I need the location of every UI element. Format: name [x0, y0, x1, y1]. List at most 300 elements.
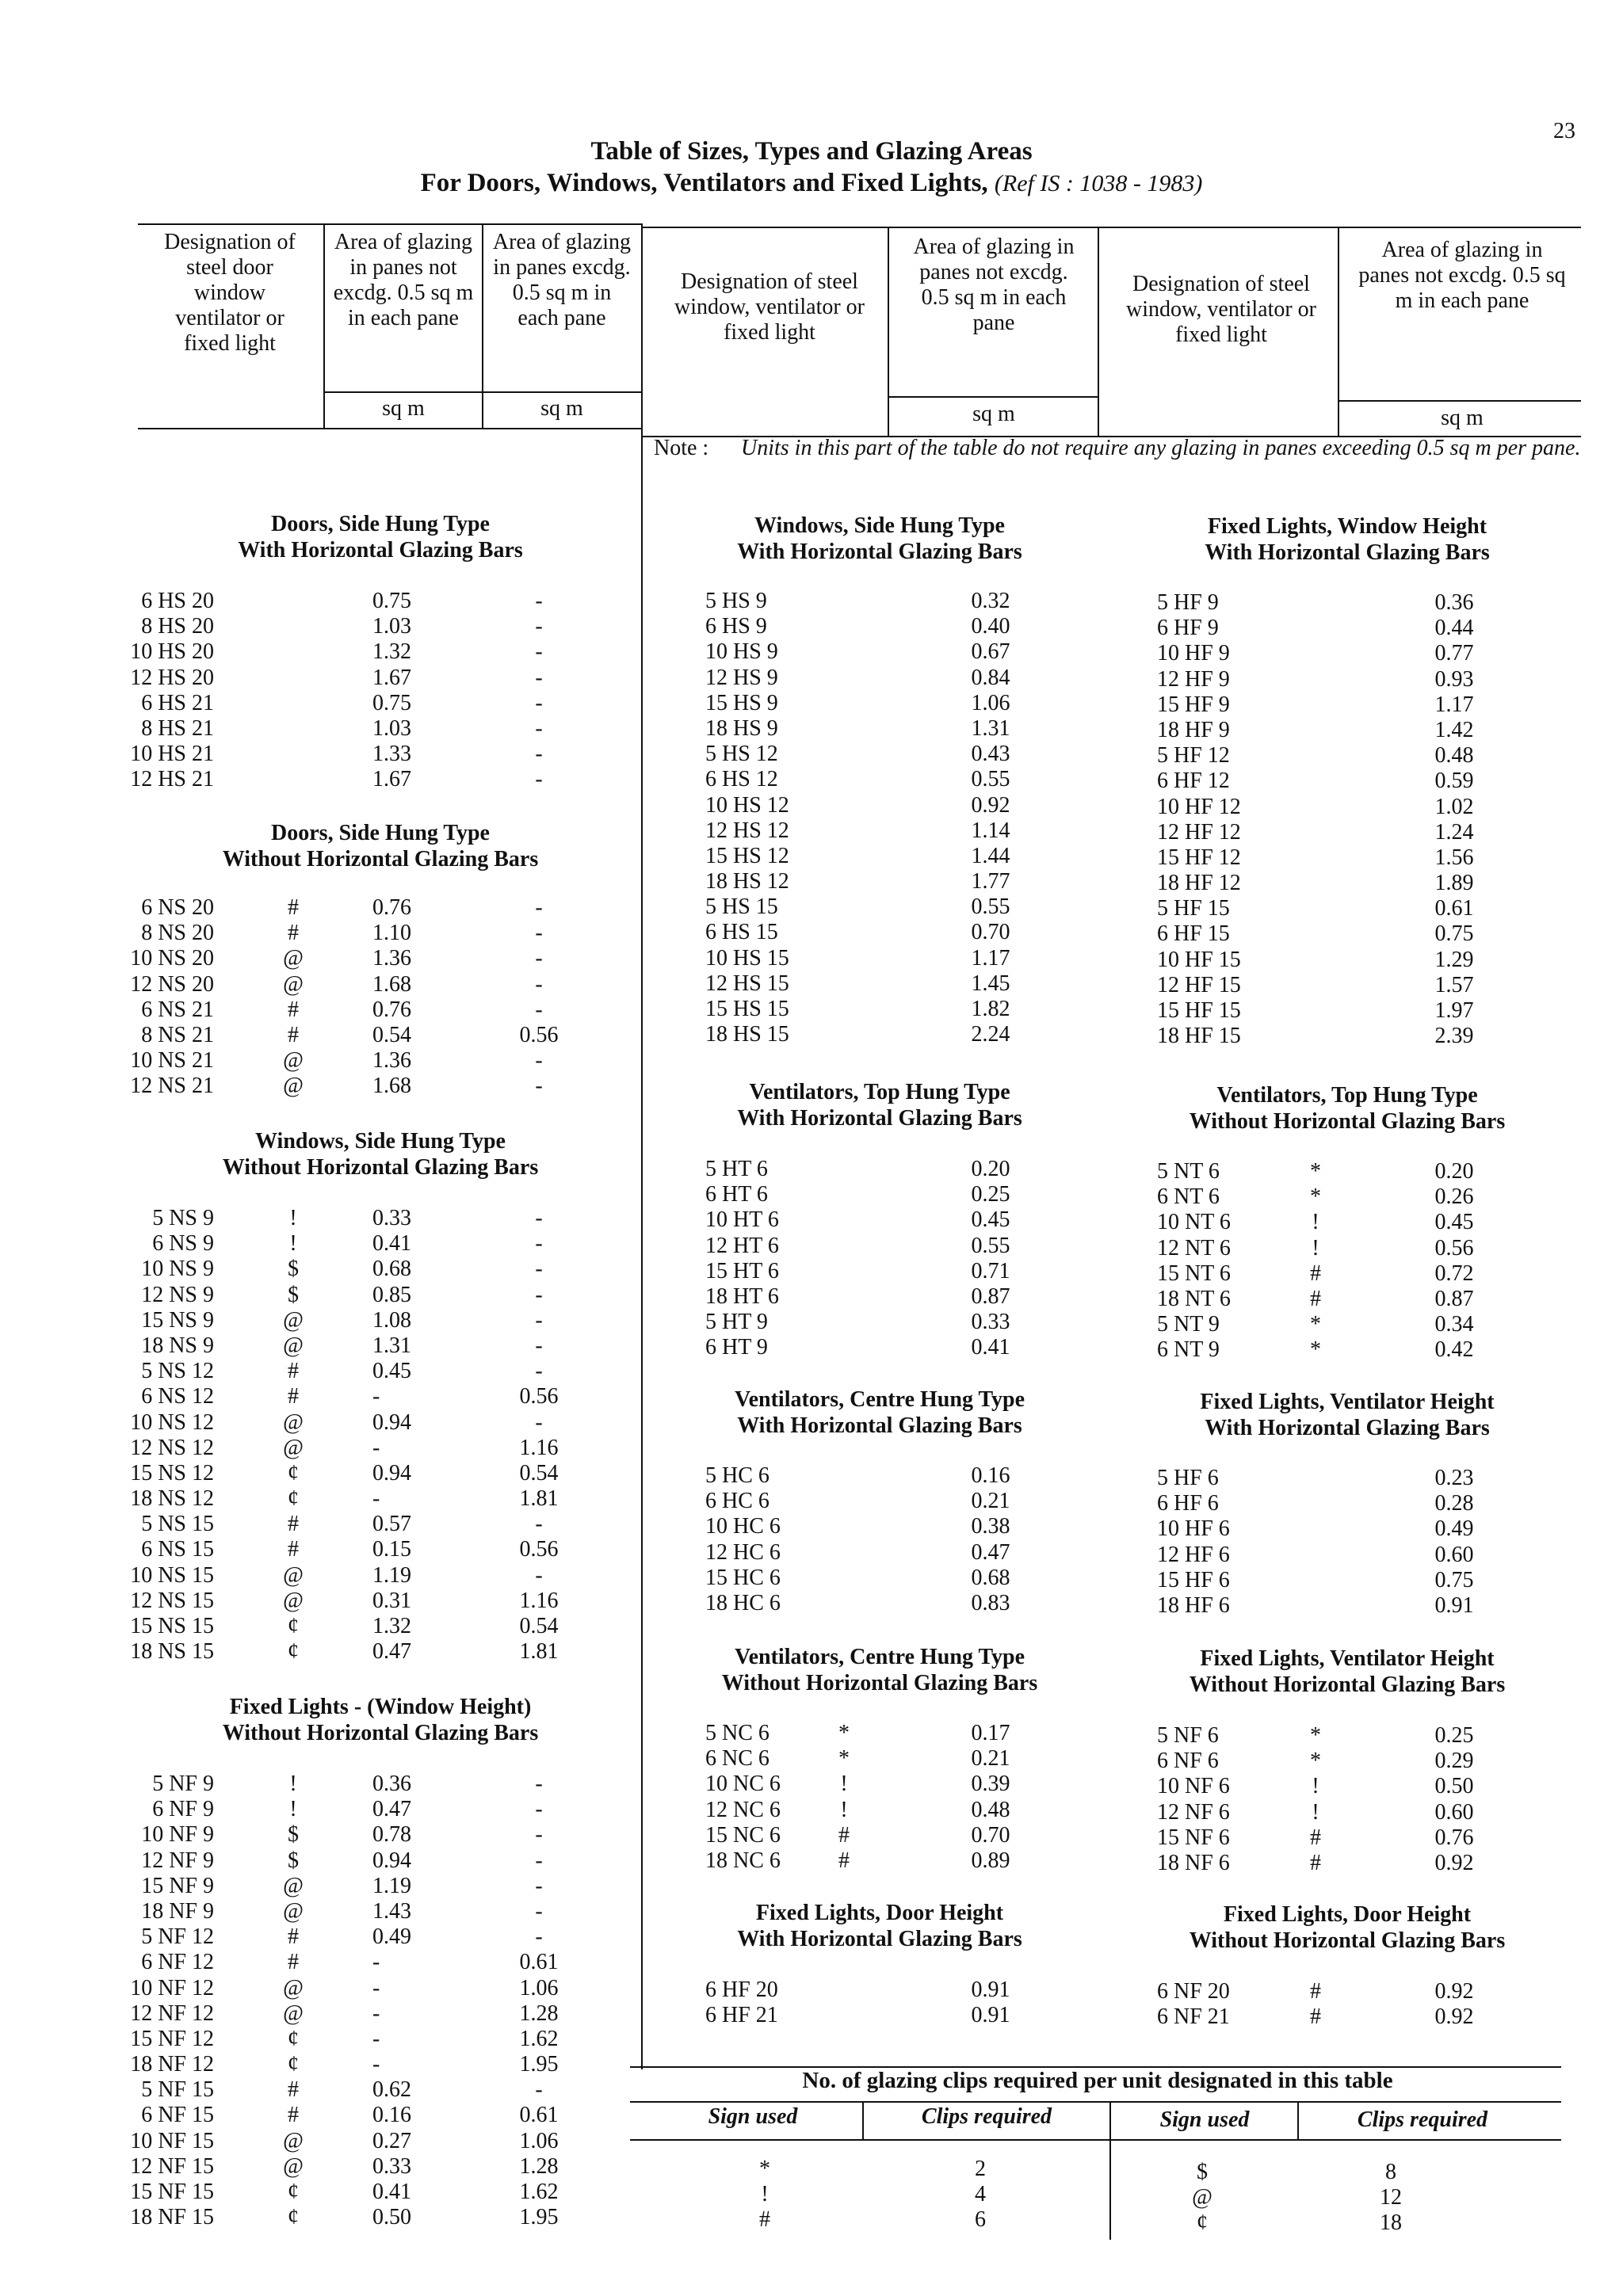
area-exceeding-cell: - — [535, 665, 543, 690]
designation-cell: 12 NF 12 — [130, 2000, 214, 2026]
clip-sign-cell: @ — [283, 946, 304, 971]
table-title-ref: (Ref IS : 1038 - 1983) — [994, 170, 1203, 196]
area-not-exceeding-cell: 0.20 — [971, 1157, 1010, 1181]
clip-sign-cell: * — [1310, 1312, 1321, 1337]
table-row — [0, 1486, 634, 1512]
designation-cell: 12 NS 9 — [141, 1282, 214, 1307]
table-row — [0, 1639, 634, 1665]
area-exceeding-cell: - — [535, 1257, 543, 1282]
area-not-exceeding-cell: 0.60 — [1434, 1542, 1474, 1567]
clip-sign-cell: # — [288, 1022, 299, 1047]
area-not-exceeding-cell: 0.76 — [372, 895, 411, 920]
designation-cell: 18 HS 15 — [705, 1022, 789, 1047]
area-not-exceeding-cell: 0.40 — [971, 614, 1010, 639]
clip-sign-cell: ¢ — [288, 1639, 299, 1665]
clip-sign: @ — [1192, 2185, 1212, 2210]
designation-cell: 5 NS 15 — [141, 1512, 214, 1537]
table-row — [0, 666, 634, 691]
area-not-exceeding-cell: 0.84 — [971, 665, 1010, 690]
header-unit: sq m — [972, 402, 1015, 426]
clip-sign-cell: @ — [283, 1333, 304, 1358]
table-row — [0, 1436, 634, 1461]
area-not-exceeding-cell: 0.60 — [1434, 1799, 1474, 1825]
area-not-exceeding-cell: - — [372, 1950, 380, 1975]
area-not-exceeding-cell: 0.92 — [1434, 2004, 1474, 2030]
designation-cell: 15 NS 15 — [130, 1614, 214, 1638]
area-exceeding-cell: - — [535, 1307, 543, 1333]
table-row — [1109, 2004, 1585, 2030]
note — [654, 434, 1581, 463]
area-not-exceeding-cell: 1.45 — [971, 971, 1010, 996]
designation-cell: 5 HF 15 — [1157, 896, 1230, 921]
section-title-fixed-vent-hf: Fixed Lights, Ventilator Height With Horizontal Glazing Bars — [1200, 1390, 1495, 1440]
area-exceeding-cell: 1.06 — [519, 2128, 559, 2153]
table-row — [650, 1721, 1094, 1746]
area-not-exceeding-cell: 0.45 — [971, 1207, 1010, 1233]
area-not-exceeding-cell: 0.41 — [971, 1335, 1010, 1360]
clip-sign-cell: ! — [1312, 1210, 1319, 1235]
clip-sign-cell: $ — [288, 1282, 299, 1307]
section-title-vent-top-ht: Ventilators, Top Hung Type With Horizontal Glazing Bars — [737, 1080, 1022, 1131]
area-not-exceeding-cell: 0.92 — [1434, 1850, 1474, 1875]
section-title-doors-hs: Doors, Side Hung Type With Horizontal Glazing Bars — [238, 512, 523, 563]
table-row — [0, 1231, 634, 1257]
area-exceeding-cell: 0.54 — [519, 1614, 559, 1638]
clip-sign-cell: ¢ — [288, 2052, 299, 2077]
area-exceeding-cell: - — [535, 971, 543, 997]
designation-cell: 8 HS 21 — [141, 715, 214, 741]
area-exceeding-cell: 0.56 — [519, 1022, 559, 1047]
area-exceeding-cell: - — [535, 1822, 543, 1848]
rows-vent-top-nt — [1109, 1159, 1585, 1363]
designation-cell: 18 NS 9 — [141, 1333, 214, 1358]
table-row — [650, 1182, 1094, 1207]
table-title-text: For Doors, Windows, Ventilators and Fixed Lights, — [420, 169, 988, 197]
designation-cell: 15 HS 15 — [705, 997, 789, 1021]
table-row — [1109, 820, 1585, 845]
area-exceeding-cell: 1.28 — [519, 2153, 559, 2179]
designation-cell: 10 NF 6 — [1157, 1774, 1230, 1799]
table-row — [1109, 1825, 1585, 1851]
area-not-exceeding-cell: 0.70 — [971, 920, 1010, 945]
clip-sign-cell: $ — [288, 1257, 299, 1282]
table-row — [650, 1978, 1094, 2003]
area-exceeding-cell: 1.95 — [519, 2052, 559, 2077]
designation-cell: 15 HC 6 — [705, 1565, 781, 1590]
designation-cell: 12 HS 12 — [705, 818, 789, 843]
area-not-exceeding-cell: 0.93 — [1434, 666, 1474, 692]
section-title-fixed-window-hf: Fixed Lights, Window Height With Horizontal Glazing Bars — [1205, 514, 1490, 565]
area-not-exceeding-cell: 0.21 — [971, 1489, 1010, 1514]
designation-cell: 18 NS 12 — [130, 1486, 214, 1512]
area-exceeding-cell: 0.56 — [519, 1384, 559, 1409]
section-title-fixed-vent-nf: Fixed Lights, Ventilator Height Without Horizontal Glazing Bars — [1189, 1646, 1506, 1697]
clip-count: 6 — [975, 2207, 986, 2232]
rows-fixed-door-hf — [650, 1978, 1094, 2028]
table-row — [1109, 1593, 1585, 1619]
table-row — [0, 614, 634, 639]
area-exceeding-cell: - — [535, 1562, 543, 1588]
area-not-exceeding-cell: 0.83 — [971, 1590, 1010, 1615]
designation-cell: 10 HF 9 — [1157, 641, 1230, 666]
area-exceeding-cell: 1.62 — [519, 2026, 559, 2051]
table-row — [0, 1822, 634, 1848]
designation-cell: 6 HF 12 — [1157, 769, 1230, 794]
designation-cell: 6 HT 9 — [705, 1335, 768, 1360]
area-not-exceeding-cell: 1.02 — [1434, 794, 1474, 819]
clip-sign-cell: @ — [283, 2153, 304, 2179]
area-not-exceeding-cell: 1.03 — [372, 715, 411, 741]
area-not-exceeding-cell: 0.29 — [1434, 1749, 1474, 1774]
designation-cell: 10 NC 6 — [705, 1772, 781, 1797]
area-not-exceeding-cell: 2.24 — [971, 1022, 1010, 1047]
table-row — [650, 716, 1094, 742]
designation-cell: 12 NS 15 — [130, 1588, 214, 1613]
table-row — [0, 1772, 634, 1797]
area-not-exceeding-cell: 0.55 — [971, 1233, 1010, 1258]
table-row — [650, 1335, 1094, 1360]
designation-cell: 5 HT 6 — [705, 1157, 768, 1181]
clip-sign-cell: @ — [283, 2000, 304, 2026]
area-not-exceeding-cell: 0.45 — [372, 1359, 411, 1384]
section-title-vent-centre-hc: Ventilators, Centre Hung Type With Horizontal Glazing Bars — [734, 1387, 1025, 1438]
area-not-exceeding-cell: 1.67 — [372, 767, 411, 792]
area-exceeding-cell: 1.95 — [519, 2205, 559, 2230]
table-title-line2 — [0, 169, 1623, 198]
table-row — [650, 767, 1094, 792]
designation-cell: 15 NT 6 — [1157, 1261, 1231, 1286]
designation-cell: 10 HT 6 — [705, 1207, 779, 1233]
clip-sign-cell: ! — [1312, 1235, 1319, 1261]
designation-cell: 6 HS 21 — [141, 690, 214, 715]
clip-sign-cell: @ — [283, 2128, 304, 2153]
area-not-exceeding-cell: 0.47 — [971, 1539, 1010, 1565]
table-row — [0, 1048, 634, 1074]
area-not-exceeding-cell: 0.55 — [971, 767, 1010, 792]
designation-cell: 6 HC 6 — [705, 1489, 769, 1514]
designation-cell: 5 HS 12 — [705, 742, 778, 767]
designation-cell: 5 NF 12 — [141, 1924, 214, 1950]
table-row — [650, 1463, 1094, 1489]
designation-cell: 15 NS 9 — [141, 1307, 214, 1333]
area-exceeding-cell: - — [535, 589, 543, 613]
area-not-exceeding-cell: 2.39 — [1434, 1024, 1474, 1049]
area-exceeding-cell: 1.62 — [519, 2180, 559, 2204]
clip-sign-cell: # — [1310, 1979, 1321, 2004]
area-not-exceeding-cell: 0.62 — [372, 2077, 411, 2103]
table-row — [0, 1333, 634, 1359]
area-not-exceeding-cell: 0.75 — [1434, 1567, 1474, 1592]
area-exceeding-cell: - — [535, 1512, 543, 1537]
area-exceeding-cell: 0.56 — [519, 1537, 559, 1562]
area-exceeding-cell: - — [535, 946, 543, 971]
designation-cell: 10 HF 6 — [1157, 1516, 1230, 1542]
clip-sign-cell: ¢ — [288, 2026, 299, 2051]
designation-cell: 18 HT 6 — [705, 1283, 779, 1309]
table-row — [1109, 1466, 1585, 1491]
table-row — [0, 639, 634, 665]
clip-sign-cell: ¢ — [288, 1460, 299, 1486]
area-not-exceeding-cell: 0.68 — [372, 1257, 411, 1282]
clip-sign-cell: * — [1310, 1723, 1321, 1748]
area-not-exceeding-cell: 0.67 — [971, 639, 1010, 665]
area-not-exceeding-cell: 0.68 — [971, 1565, 1010, 1590]
clip-sign-cell: ¢ — [288, 2180, 299, 2204]
table-row — [1109, 1543, 1585, 1568]
table-row — [650, 1489, 1094, 1514]
designation-cell: 10 NS 12 — [130, 1409, 214, 1435]
header-area-window: Area of glazing in panes not excdg. 0.5 sq m in each pane — [913, 235, 1075, 335]
header-unit: sq m — [1441, 406, 1484, 430]
clip-sign-cell: * — [1310, 1749, 1321, 1774]
clips-divider — [1109, 2101, 1111, 2240]
clip-sign-cell: ! — [840, 1772, 848, 1797]
clip-sign-cell: # — [288, 1359, 299, 1384]
clip-sign-cell: # — [1310, 1286, 1321, 1311]
designation-cell: 18 NC 6 — [705, 1848, 781, 1873]
area-not-exceeding-cell: 1.97 — [1434, 998, 1474, 1023]
header-unit: sq m — [540, 396, 583, 421]
area-not-exceeding-cell: 0.45 — [1434, 1210, 1474, 1235]
designation-cell: 6 NS 9 — [152, 1231, 214, 1257]
table-row — [1109, 1491, 1585, 1516]
clip-sign-cell: # — [1310, 1261, 1321, 1286]
clip-sign-cell: ! — [289, 1772, 297, 1796]
area-not-exceeding-cell: 1.68 — [372, 1074, 411, 1099]
clip-sign-cell: @ — [283, 1074, 304, 1099]
clip-sign: $ — [1197, 2160, 1208, 2184]
section-title-doors-ns: Doors, Side Hung Type Without Horizontal Glazing Bars — [222, 821, 539, 871]
designation-cell: 5 HF 12 — [1157, 743, 1230, 769]
designation-cell: 6 HS 15 — [705, 920, 778, 945]
table-row — [0, 1848, 634, 1874]
designation-cell: 6 HS 9 — [705, 614, 767, 639]
designation-cell: 15 NF 9 — [141, 1873, 214, 1898]
designation-cell: 10 NF 9 — [141, 1822, 214, 1848]
clip-sign-cell: @ — [283, 1562, 304, 1588]
designation-cell: 5 NC 6 — [705, 1721, 769, 1745]
area-not-exceeding-cell: 0.27 — [372, 2128, 411, 2153]
table-row — [1109, 667, 1585, 692]
table-row — [0, 1206, 634, 1231]
area-not-exceeding-cell: 0.48 — [1434, 743, 1474, 769]
area-not-exceeding-cell: 1.36 — [372, 946, 411, 971]
area-not-exceeding-cell: 0.89 — [971, 1848, 1010, 1873]
table-row — [650, 1207, 1094, 1233]
area-not-exceeding-cell: 1.06 — [971, 690, 1010, 715]
area-not-exceeding-cell: 0.23 — [1434, 1466, 1474, 1490]
designation-cell: 6 HT 6 — [705, 1182, 768, 1207]
table-row — [650, 1234, 1094, 1259]
designation-cell: 5 HF 9 — [1157, 590, 1219, 615]
area-not-exceeding-cell: 0.49 — [1434, 1516, 1474, 1542]
area-not-exceeding-cell: 0.50 — [372, 2205, 411, 2230]
area-not-exceeding-cell: 0.33 — [372, 2153, 411, 2179]
rows-vent-centre-nc — [650, 1721, 1094, 1874]
designation-cell: 15 HF 9 — [1157, 692, 1230, 717]
table-row — [650, 997, 1094, 1022]
area-not-exceeding-cell: 0.21 — [971, 1746, 1010, 1772]
table-row — [0, 691, 634, 716]
table-title-line1: Table of Sizes, Types and Glazing Areas — [590, 137, 1033, 166]
clip-sign-cell: # — [288, 997, 299, 1022]
area-not-exceeding-cell: 1.36 — [372, 1048, 411, 1074]
clip-sign-cell: # — [288, 1924, 299, 1950]
area-not-exceeding-cell: 0.49 — [372, 1924, 411, 1950]
designation-cell: 18 HS 12 — [705, 869, 789, 894]
designation-cell: 6 NS 15 — [141, 1537, 214, 1562]
table-row — [1109, 743, 1585, 769]
table-row — [650, 691, 1094, 716]
area-not-exceeding-cell: 1.08 — [372, 1307, 411, 1333]
area-exceeding-cell: 1.28 — [519, 2000, 559, 2026]
table-row — [1109, 718, 1585, 743]
table-row — [0, 2180, 634, 2205]
area-not-exceeding-cell: 1.89 — [1434, 871, 1474, 896]
area-not-exceeding-cell: - — [372, 2052, 380, 2077]
table-row — [0, 767, 634, 792]
designation-cell: 12 NF 6 — [1157, 1799, 1230, 1825]
area-not-exceeding-cell: 0.33 — [971, 1310, 1010, 1335]
clips-sign-header-left: Sign used — [708, 2104, 798, 2129]
clips-title: No. of glazing clips required per unit designated in this table — [802, 2068, 1393, 2093]
table-row — [0, 716, 634, 742]
table-row — [0, 2077, 634, 2103]
clip-sign-cell: # — [1310, 2004, 1321, 2030]
designation-cell: 12 HS 9 — [705, 665, 778, 690]
table-row — [0, 2205, 634, 2230]
table-row — [1109, 921, 1585, 947]
designation-cell: 12 NS 20 — [130, 971, 214, 997]
table-row — [1109, 1024, 1585, 1049]
table-row — [1109, 973, 1585, 998]
designation-cell: 6 HS 12 — [705, 767, 778, 792]
area-not-exceeding-cell: 0.25 — [1434, 1723, 1474, 1748]
area-not-exceeding-cell: 0.78 — [372, 1822, 411, 1848]
area-exceeding-cell: - — [535, 614, 543, 639]
table-row — [650, 1823, 1094, 1848]
header-area-not-exceeding: Area of glazing in panes not excdg. 0.5 sq m in each pane — [333, 230, 474, 330]
clip-sign-cell: @ — [283, 1588, 304, 1613]
area-not-exceeding-cell: 0.41 — [372, 2180, 411, 2204]
designation-cell: 5 HS 15 — [705, 894, 778, 920]
clip-sign-cell: ¢ — [288, 1486, 299, 1512]
table-row — [650, 1746, 1094, 1772]
area-exceeding-cell: 1.16 — [519, 1588, 559, 1613]
designation-cell: 10 NS 15 — [130, 1562, 214, 1588]
designation-cell: 6 NF 6 — [1157, 1749, 1219, 1774]
area-not-exceeding-cell: 1.43 — [372, 1898, 411, 1924]
clip-sign: # — [759, 2207, 770, 2232]
area-exceeding-cell: - — [535, 742, 543, 767]
section-title-windows-hs: Windows, Side Hung Type With Horizontal Glazing Bars — [737, 513, 1022, 564]
area-not-exceeding-cell: 0.94 — [372, 1460, 411, 1486]
table-row — [650, 920, 1094, 945]
designation-cell: 6 NF 9 — [152, 1797, 214, 1822]
clip-sign-cell: ! — [840, 1797, 848, 1822]
area-exceeding-cell: - — [535, 715, 543, 741]
area-not-exceeding-cell: 0.47 — [372, 1639, 411, 1665]
clip-sign-cell: ¢ — [288, 2205, 299, 2230]
designation-cell: 18 HF 12 — [1157, 871, 1241, 896]
area-exceeding-cell: - — [535, 1359, 543, 1384]
designation-cell: 12 HS 15 — [705, 971, 789, 996]
area-exceeding-cell: - — [535, 639, 543, 665]
table-row — [0, 1976, 634, 2001]
area-exceeding-cell: - — [535, 1231, 543, 1257]
clips-title-rule — [630, 2101, 1561, 2103]
section-title-vent-centre-nc: Ventilators, Centre Hung Type Without Horizontal Glazing Bars — [721, 1645, 1038, 1695]
table-row — [1109, 1261, 1585, 1287]
clip-sign-cell: @ — [283, 1048, 304, 1074]
table-row — [650, 639, 1094, 665]
table-row — [0, 1283, 634, 1308]
clip-sign-cell: * — [1310, 1184, 1321, 1210]
clip-sign-cell: @ — [283, 1409, 304, 1435]
area-exceeding-cell: 1.06 — [519, 1975, 559, 2000]
clip-sign-cell: # — [288, 1512, 299, 1537]
table-row — [650, 1514, 1094, 1539]
designation-cell: 5 NF 9 — [152, 1772, 214, 1796]
clip-sign-cell: ! — [1312, 1774, 1319, 1799]
designation-cell: 5 HF 6 — [1157, 1466, 1219, 1490]
area-not-exceeding-cell: 1.03 — [372, 614, 411, 639]
designation-cell: 18 HS 9 — [705, 715, 778, 741]
area-not-exceeding-cell: 0.34 — [1434, 1312, 1474, 1337]
area-not-exceeding-cell: 0.16 — [372, 2103, 411, 2128]
main-column-divider — [641, 223, 643, 2069]
area-not-exceeding-cell: 1.32 — [372, 1614, 411, 1638]
area-exceeding-cell: - — [535, 1898, 543, 1924]
area-not-exceeding-cell: - — [372, 1435, 380, 1460]
header-top-rule-right — [641, 227, 1581, 228]
table-row — [0, 1384, 634, 1409]
table-row — [0, 1950, 634, 1975]
designation-cell: 10 NS 20 — [130, 946, 214, 971]
designation-cell: 6 NT 9 — [1157, 1337, 1220, 1363]
table-row — [0, 589, 634, 614]
designation-cell: 10 HS 21 — [130, 742, 214, 767]
area-not-exceeding-cell: 0.94 — [372, 1409, 411, 1435]
header-top-rule-left — [138, 223, 641, 225]
clip-sign-cell: ! — [289, 1206, 297, 1230]
area-not-exceeding-cell: 1.33 — [372, 742, 411, 767]
designation-cell: 18 NT 6 — [1157, 1286, 1231, 1311]
area-not-exceeding-cell: 0.75 — [372, 589, 411, 613]
designation-cell: 5 NF 15 — [141, 2077, 214, 2103]
clip-count: 12 — [1380, 2185, 1402, 2210]
table-row — [1109, 590, 1585, 616]
area-not-exceeding-cell: 1.44 — [971, 843, 1010, 868]
designation-cell: 15 NC 6 — [705, 1822, 781, 1848]
table-row — [0, 1461, 634, 1486]
table-row — [1109, 998, 1585, 1024]
rows-vent-top-ht — [650, 1157, 1094, 1361]
table-row — [0, 1563, 634, 1589]
clip-sign-cell: # — [288, 1384, 299, 1409]
section-title-fixed-window-nf: Fixed Lights - (Window Height) Without Horizontal Glazing Bars — [222, 1695, 539, 1745]
area-not-exceeding-cell: 1.24 — [1434, 819, 1474, 845]
area-not-exceeding-cell: 0.94 — [372, 1848, 411, 1873]
designation-cell: 12 HF 6 — [1157, 1542, 1230, 1567]
area-not-exceeding-cell: - — [372, 1975, 380, 2000]
table-row — [0, 1074, 634, 1099]
page-number: 23 — [1553, 119, 1575, 143]
area-exceeding-cell: - — [535, 1048, 543, 1074]
area-exceeding-cell: - — [535, 1409, 543, 1435]
designation-cell: 5 HS 9 — [705, 589, 767, 613]
designation-cell: 5 NS 12 — [141, 1359, 214, 1384]
